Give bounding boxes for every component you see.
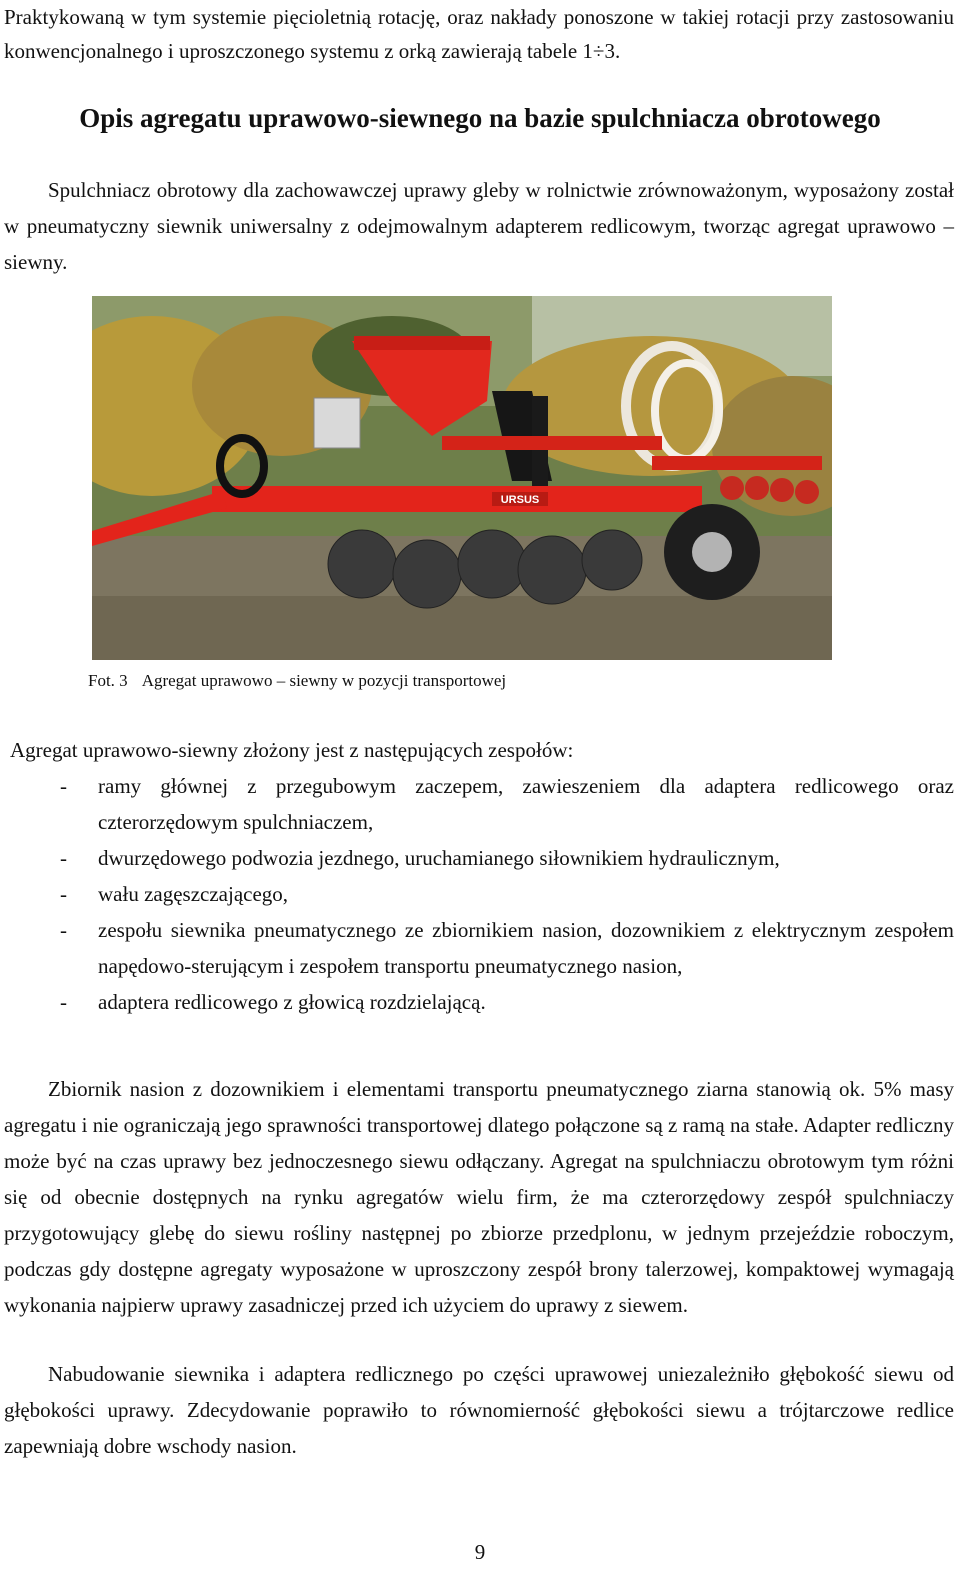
list-item	[56, 912, 954, 984]
list-item	[56, 840, 954, 876]
list-item-text: ramy głównej z przegubowym zaczepem, zawieszeniem dla adaptera redlicowego oraz czterorzędowym spulchniaczem,	[98, 774, 954, 834]
paragraph-3: Nabudowanie siewnika i adaptera redlicznego po części uprawowej uniezależniło głębokość siewu od głębokości uprawy. Zdecydowanie poprawiło to równomierność głębokości siewu a trójtarczowe redlice zapewniają dobre wschody nasion.	[4, 1362, 954, 1458]
caption-number: Fot. 3	[88, 671, 128, 690]
caption-text: Agregat uprawowo – siewny w pozycji transportowej	[141, 671, 507, 690]
list-dash: -	[60, 774, 67, 798]
photo-caption	[88, 668, 506, 694]
list-intro: Agregat uprawowo-siewny złożony jest z następujących zespołów:	[10, 738, 574, 762]
paragraph-1: Spulchniacz obrotowy dla zachowawczej uprawy gleby w rolnictwie zrównoważonym, wyposażony został w pneumatyczny siewnik uniwersalny z odejmowalnym adapterem redlicowym, tworząc agregat uprawowo – siewny.	[4, 178, 954, 274]
list-item-text: adaptera redlicowego z głowicą rozdzielającą.	[98, 990, 486, 1014]
paragraph-2: Zbiornik nasion z dozownikiem i elementami transportu pneumatycznego ziarna stanowią ok. 5% masy agregatu i nie ograniczają jego sprawności transportowej dlatego połączone są z ramą na stałe. Adapter redliczny może być na czas uprawy bez jednoczesnego siewu odłączany. Agregat na spulchniaczu obrotowym tym różni się od obecnie dostępnych na rynku agregatów wielu firm, że ma czterorzędowy zespół spulchniaczy przygotowujący glebę do siewu rośliny następnej po zbiorze przedplonu, w jednym przejeździe roboczym, podczas gdy dostępne agregaty wyposażone w uproszczony zespół brony talerzowej, kompaktowej wymagają wykonania najpierw uprawy zasadniczej przed ich użyciem do uprawy z siewem.	[4, 1077, 954, 1317]
list-item	[56, 768, 954, 840]
agricultural-machine-photo	[92, 296, 832, 660]
list-item-text: wału zagęszczającego,	[98, 882, 289, 906]
list-item-text: zespołu siewnika pneumatycznego ze zbiornikiem nasion, dozownikiem z elektrycznym zespołem napędowo-sterującym i zespołem transportu pneumatycznego nasion,	[98, 918, 954, 978]
intro-paragraph: Praktykowaną w tym systemie pięcioletnią rotację, oraz nakłady ponoszone w takiej rotacji przy zastosowaniu konwencjonalnego i uproszczonego systemu z orką zawierają tabele 1÷3.	[4, 5, 954, 63]
list-dash: -	[60, 918, 67, 942]
list-item-text: dwurzędowego podwozia jezdnego, uruchamianego siłownikiem hydraulicznym,	[98, 846, 780, 870]
list-item	[56, 984, 954, 1020]
list-dash: -	[60, 846, 67, 870]
page-number: 9	[474, 1540, 486, 1564]
list-dash: -	[60, 882, 67, 906]
section-heading: Opis agregatu uprawowo-siewnego na bazie spulchniacza obrotowego	[79, 103, 881, 133]
list-item	[56, 876, 954, 912]
brand-label: URSUS	[500, 494, 540, 506]
components-list	[56, 768, 954, 1020]
list-dash: -	[60, 990, 67, 1014]
